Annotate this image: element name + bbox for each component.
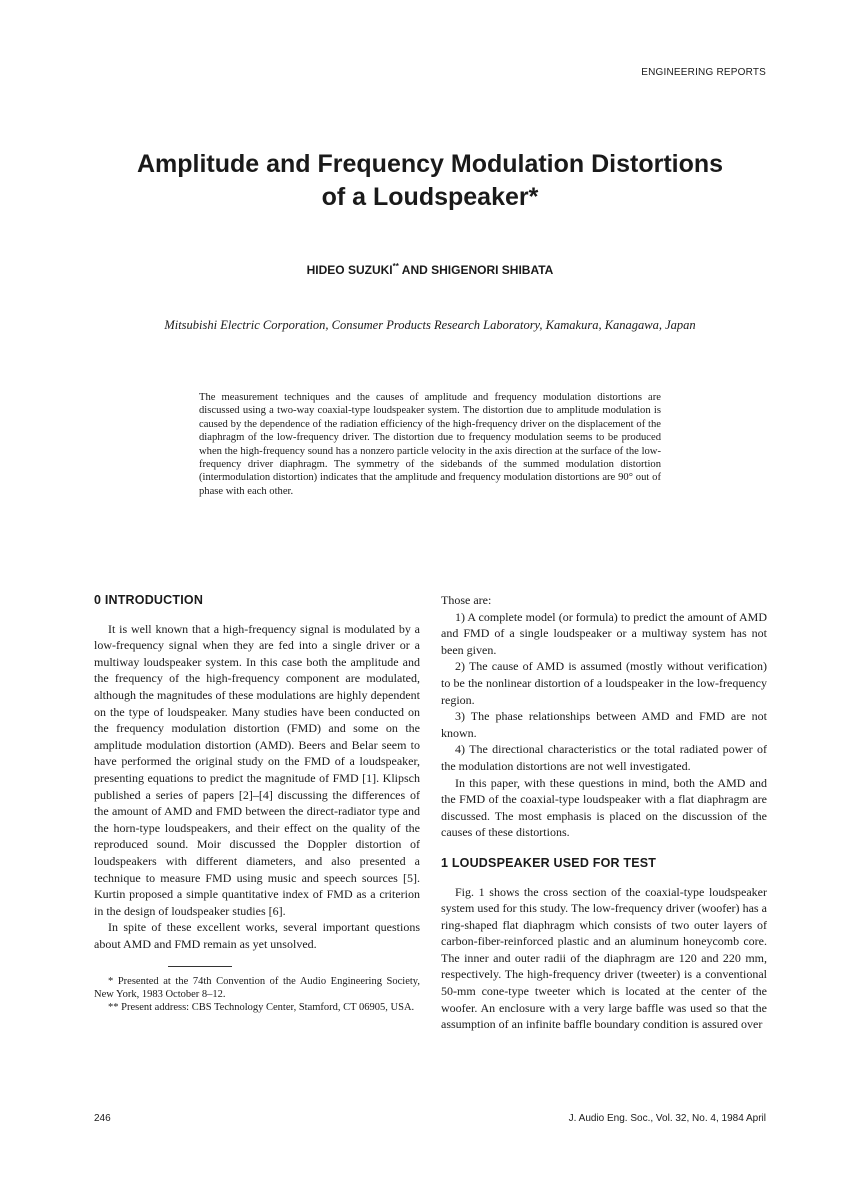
author-first: HIDEO SUZUKI (306, 263, 393, 277)
loudspeaker-paragraph: Fig. 1 shows the cross section of the coaxial-type loudspeaker system used for this study. The low-frequency driver (woofer) has a ring-shaped flat diaphragm which consists of two outer layers of carbon-fiber-reinforced plastic and an aluminum honeycomb core. The inner and outer radii of the diaphragm are 120 and 220 mm, respectively. The high-frequency driver (tweeter) is a conventional 50-mm cone-type tweeter which is located at the center of the woofer. An enclosure with a very large baffle was used so that the assumption of an infinite baffle boundary condition is assured over (441, 884, 767, 1032)
footnote-rule (168, 966, 232, 967)
question-item-4: 4) The directional characteristics or the total radiated power of the modulation distortions are not well investigated. (441, 742, 767, 773)
title-line-1: Amplitude and Frequency Modulation Distortions (136, 150, 724, 178)
paper-scope-paragraph: In this paper, with these questions in mind, both the AMD and the FMD of the coaxial-type loudspeaker with a flat diaphragm are discussed. The most emphasis is placed on the discussion of the causes of these distortions. (441, 775, 767, 840)
author-footnote-mark: ** (392, 262, 399, 271)
page-number: 246 (94, 1113, 111, 1124)
footnote-presented: * Presented at the 74th Convention of the Audio Engineering Society, New York, 1983 October 8–12. (94, 976, 420, 1001)
author-line (80, 262, 780, 277)
intro-paragraph-1: It is well known that a high-frequency signal is modulated by a low-frequency signal when they are fed into a single driver or a multiway loudspeaker system. In this case both the amplitude and the frequency of the high-frequency component are modulated, although the magnitudes of these modulations are highly dependent on the type of loudspeaker. Many studies have been conducted on the frequency modulation distortion (FMD) and some on the amplitude modulation distortion (AMD). Beers and Belar seem to have performed the original study on the FMD of a loudspeaker, presenting equations to predict the magnitude of FMD [1]. Klipsch published a series of papers [2]–[4] discussing the differences of the amount of AMD and FMD between the direct-radiator type and the horn-type loudspeakers, and their effect on the quality of the reproduced sound. Moir discussed the Doppler distortion of loudspeakers with different diameters, and also presented a technique to measure FMD using music and speech sources [5]. Kurtin proposed a simple quantitative index of FMD as a criterion in the design of loudspeaker studies [6]. (94, 621, 420, 918)
author-rest: AND SHIGENORI SHIBATA (398, 263, 554, 277)
questions-intro: Those are: (441, 593, 492, 607)
intro-paragraph-2: In spite of these excellent works, several important questions about AMD and FMD remain as yet unsolved. (94, 920, 420, 951)
question-item-3: 3) The phase relationships between AMD and FMD are not known. (441, 709, 767, 740)
section-heading-loudspeaker: 1 LOUDSPEAKER USED FOR TEST (441, 855, 657, 870)
right-column (441, 592, 767, 1033)
footnotes (94, 975, 420, 1014)
question-item-1: 1) A complete model (or formula) to predict the amount of AMD and FMD of a single loudspeaker or a multiway system has not been given. (441, 609, 767, 657)
left-column (94, 592, 420, 1014)
title-line-2: of a Loudspeaker* (321, 183, 539, 211)
paper-title (80, 148, 780, 214)
abstract: The measurement techniques and the causes of amplitude and frequency modulation distortions are discussed using a two-way coaxial-type loudspeaker system. The distortion due to amplitude modulation is caused by the dependence of the radiation efficiency of the high-frequency driver on the displacement of the diaphragm of the low-frequency driver. The distortion due to frequency modulation seems to be produced when the high-frequency sound has a nonzero particle velocity in the axis direction at the surface of the low-frequency driver diaphragm. The symmetry of the sidebands of the summed modulation distortion (intermodulation distortion) indicates that the amplitude and frequency modulation distortions are 90° out of phase with each other. (199, 392, 661, 497)
running-head: ENGINEERING REPORTS (641, 67, 766, 78)
affiliation: Mitsubishi Electric Corporation, Consumer Products Research Laboratory, Kamakura, Kanagawa, Japan (164, 318, 696, 332)
section-heading-introduction: 0 INTRODUCTION (94, 593, 204, 607)
footnote-address: ** Present address: CBS Technology Center, Stamford, CT 06905, USA. (108, 1002, 415, 1014)
question-item-2: 2) The cause of AMD is assumed (mostly without verification) to be the nonlinear distortion of a loudspeaker in the low-frequency region. (441, 659, 767, 707)
journal-citation: J. Audio Eng. Soc., Vol. 32, No. 4, 1984 April (568, 1113, 766, 1124)
